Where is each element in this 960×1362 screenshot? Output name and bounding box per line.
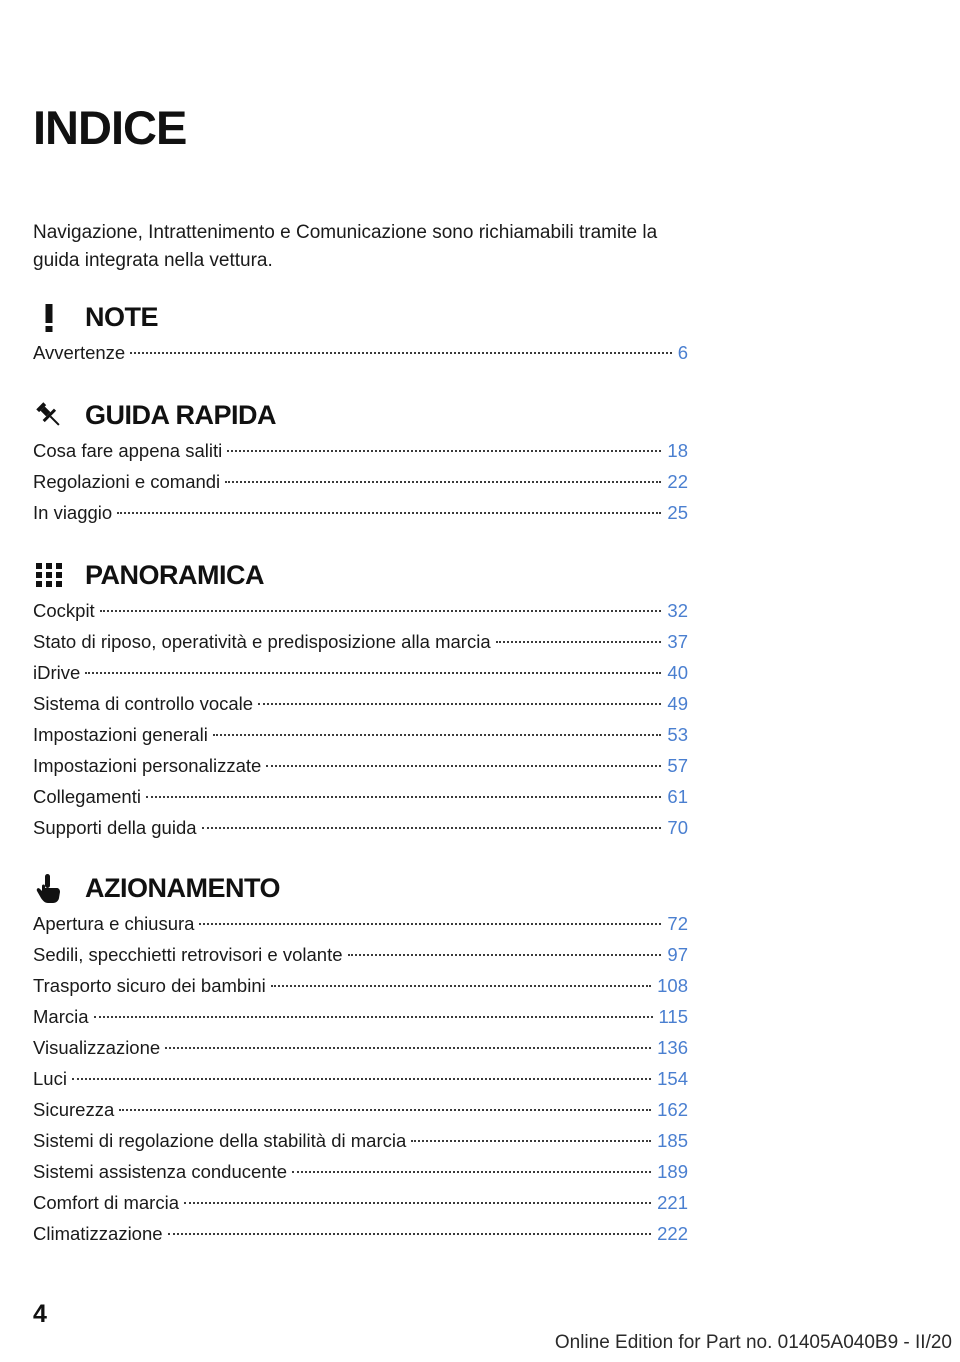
section-header [33, 297, 688, 337]
entry-label: Supporti della guida [33, 817, 197, 838]
toc-entry[interactable] [33, 595, 688, 626]
toc-entry[interactable] [33, 1156, 688, 1187]
entry-page-link[interactable]: 115 [658, 1006, 688, 1027]
entry-page-link[interactable]: 49 [667, 693, 688, 714]
entry-label: Trasporto sicuro dei bambini [33, 975, 266, 996]
dot-leader [292, 1171, 651, 1173]
section-note [33, 297, 688, 368]
entry-page-link[interactable]: 136 [657, 1037, 688, 1058]
toc-entry[interactable] [33, 1094, 688, 1125]
toc-entry[interactable] [33, 1218, 688, 1249]
entry-page-link[interactable]: 57 [667, 755, 688, 776]
dot-leader [271, 985, 651, 987]
entry-page-link[interactable]: 97 [667, 944, 688, 965]
toc-entry[interactable] [33, 1125, 688, 1156]
entry-page-link[interactable]: 22 [667, 471, 688, 492]
entry-page-link[interactable]: 70 [667, 817, 688, 838]
toc-entry[interactable] [33, 781, 688, 812]
footer-edition: Online Edition for Part no. 01405A040B9 - II/20 [554, 1332, 952, 1353]
entry-page-link[interactable]: 108 [657, 975, 688, 996]
toc-entry[interactable] [33, 908, 688, 939]
dot-leader [199, 923, 661, 925]
entry-label: Impostazioni personalizzate [33, 755, 262, 776]
section-header [33, 555, 688, 595]
entry-label: Cockpit [33, 600, 95, 621]
entry-label: Sistemi di regolazione della stabilità di marcia [33, 1130, 407, 1151]
dot-leader [119, 1109, 651, 1111]
entry-label: Cosa fare appena saliti [33, 440, 223, 461]
toc-entry[interactable] [33, 1001, 688, 1032]
entry-page-link[interactable]: 72 [667, 913, 688, 934]
toc-entry[interactable] [33, 1063, 688, 1094]
exclamation-icon [33, 301, 65, 333]
entry-label: Comfort di marcia [33, 1192, 179, 1213]
dot-leader [165, 1047, 651, 1049]
entry-label: Sistema di controllo vocale [33, 693, 254, 714]
dot-leader [94, 1016, 653, 1018]
dot-leader [411, 1140, 651, 1142]
entry-page-link[interactable]: 189 [657, 1161, 688, 1182]
dot-leader [85, 672, 661, 674]
entry-label: Sistemi assistenza conducente [33, 1161, 287, 1182]
section-panoramica [33, 555, 688, 843]
entry-page-link[interactable]: 18 [667, 440, 688, 461]
entry-label: Marcia [33, 1006, 89, 1027]
toc-entry[interactable] [33, 750, 688, 781]
dot-leader [213, 734, 662, 736]
entry-page-link[interactable]: 185 [657, 1130, 688, 1151]
dot-leader [184, 1202, 651, 1204]
toc-entry[interactable] [33, 939, 688, 970]
toc-entry[interactable] [33, 657, 688, 688]
entry-label: Climatizzazione [33, 1223, 163, 1244]
entry-page-link[interactable]: 222 [657, 1223, 688, 1244]
intro-text: Navigazione, Intrattenimento e Comunicazione sono richiamabili tramite la guida integrata nella vettura. [33, 222, 658, 271]
hand-pointer-icon [33, 872, 65, 904]
toc-list [33, 435, 688, 528]
toc-entry[interactable] [33, 970, 688, 1001]
entry-label: Apertura e chiusura [33, 913, 195, 934]
dot-leader [202, 827, 662, 829]
section-header [33, 868, 688, 908]
toc-entry[interactable] [33, 466, 688, 497]
toc-entry[interactable] [33, 626, 688, 657]
dot-leader [168, 1233, 652, 1235]
entry-label: Sicurezza [33, 1099, 115, 1120]
entry-label: Luci [33, 1068, 67, 1089]
entry-page-link[interactable]: 53 [667, 724, 688, 745]
page-number: 4 [33, 1300, 47, 1328]
toc-list [33, 337, 688, 368]
grid-icon [33, 559, 65, 591]
entry-label: Impostazioni generali [33, 724, 208, 745]
dot-leader [266, 765, 661, 767]
section-title: NOTE [85, 301, 159, 332]
section-header [33, 395, 688, 435]
dot-leader [146, 796, 661, 798]
entry-page-link[interactable]: 40 [667, 662, 688, 683]
entry-page-link[interactable]: 162 [657, 1099, 688, 1120]
dot-leader [117, 512, 661, 514]
toc-entry[interactable] [33, 688, 688, 719]
toc-entry[interactable] [33, 1187, 688, 1218]
entry-label: Visualizzazione [33, 1037, 161, 1058]
entry-page-link[interactable]: 221 [657, 1192, 688, 1213]
dot-leader [100, 610, 662, 612]
toc-entry[interactable] [33, 719, 688, 750]
page-title: INDICE [33, 101, 187, 154]
toc-entry[interactable] [33, 812, 688, 843]
toc-entry[interactable] [33, 435, 688, 466]
dot-leader [496, 641, 662, 643]
entry-label: In viaggio [33, 502, 113, 523]
entry-page-link[interactable]: 32 [667, 600, 688, 621]
toc-entry[interactable] [33, 497, 688, 528]
entry-page-link[interactable]: 61 [667, 786, 688, 807]
dot-leader [130, 352, 671, 354]
section-title: AZIONAMENTO [85, 872, 280, 903]
toc-list [33, 908, 688, 1249]
dot-leader [258, 703, 661, 705]
dot-leader [227, 450, 661, 452]
entry-page-link[interactable]: 37 [667, 631, 688, 652]
entry-label: Regolazioni e comandi [33, 471, 221, 492]
dot-leader [225, 481, 661, 483]
entry-label: Sedili, specchietti retrovisori e volante [33, 944, 343, 965]
section-azionamento [33, 868, 688, 1249]
section-title: GUIDA RAPIDA [85, 399, 277, 430]
dot-leader [72, 1078, 651, 1080]
section-title: PANORAMICA [85, 559, 264, 590]
entry-page-link[interactable]: 154 [657, 1068, 688, 1089]
entry-label: iDrive [33, 662, 81, 683]
section-guida-rapida [33, 395, 688, 528]
entry-page-link[interactable]: 6 [677, 342, 688, 363]
toc-entry[interactable] [33, 337, 688, 368]
entry-label: Stato di riposo, operatività e predisposizione alla marcia [33, 631, 491, 652]
entry-label: Avvertenze [33, 342, 126, 363]
entry-page-link[interactable]: 25 [667, 502, 688, 523]
toc-list [33, 595, 688, 843]
toc-entry[interactable] [33, 1032, 688, 1063]
dot-leader [348, 954, 662, 956]
pin-icon [33, 399, 65, 431]
entry-label: Collegamenti [33, 786, 141, 807]
